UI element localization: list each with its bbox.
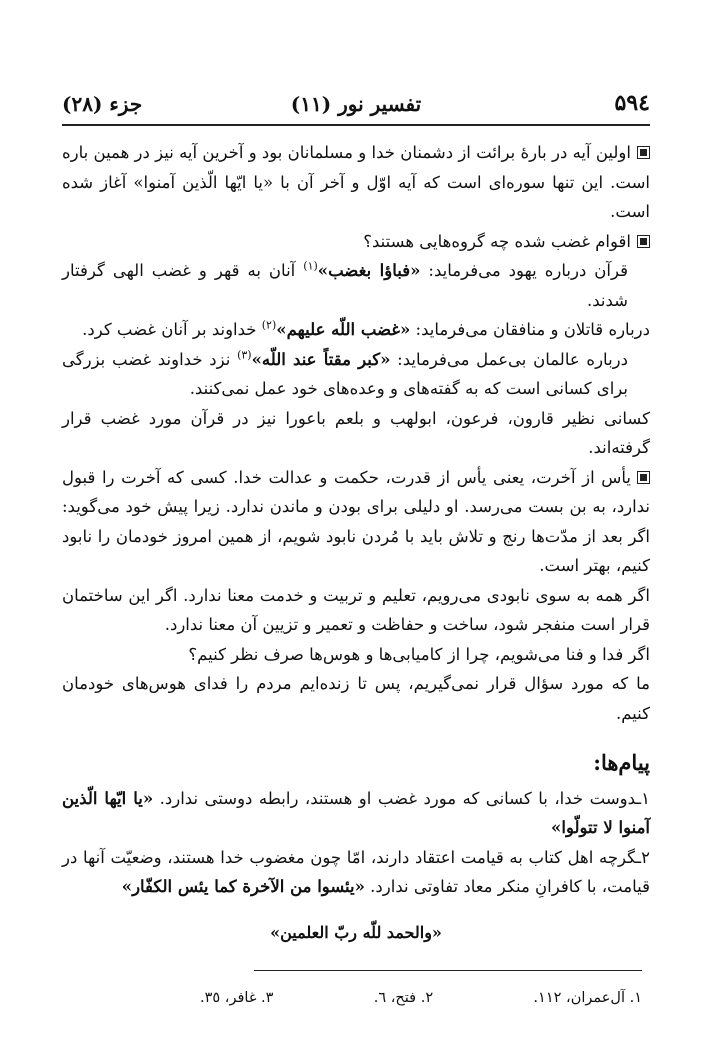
paragraph-text: اولین آیه در بارهٔ برائت از دشمنان خدا و مسلمانان بود و آخرین آیه نیز در همین باره است. این تنها سوره‌ای است که آیه اوّل و آخر آن با «یا ایّها الّذین آمنوا» آغاز شده است.	[62, 143, 650, 221]
paragraph-7	[62, 463, 650, 581]
paragraph-8: اگر همه به سوی نابودی می‌رویم، تعلیم و تربیت و خدمت معنا ندارد. اگر این ساختمان قرار است منفجر شود، ساخت و حفاظت و تعمیر و تزیین آن معنا ندارد.	[62, 585, 650, 634]
quran-quote: «فباؤا بغضب»	[317, 261, 421, 280]
footnote-2: ٢. فتح، ٦.	[373, 990, 434, 1006]
message-item-1	[62, 784, 650, 843]
header-rule	[62, 124, 650, 126]
footnote-1: ١. آل‌عمران، ١١٢.	[533, 990, 642, 1006]
paragraph-2	[62, 227, 650, 257]
closing-phrase: «والحمد للّه ربّ العلمین»	[270, 922, 442, 942]
paragraph-text: یأس از آخرت، یعنی یأس از قدرت، حکمت و عدالت خدا. کسی که آخرت را قبول ندارد، به بن بست می‌رسد. او دلیلی برای بودن و ماندن ندارد. زیرا پیش خود می‌گوید: اگر بعد از مدّت‌ها رنج و تلاش باید با مُردن نابود شویم، از همین امروز خودمان را نابود کنیم، بهتر است.	[62, 467, 650, 575]
footnote-rule	[254, 970, 642, 971]
paragraph-text: نزد خداوند غضب بزرگی برای کسانی است که به گفته‌های و وعده‌های خود عمل نمی‌کنند.	[62, 349, 628, 398]
quran-quote: «یا ایّها الّذین آمنوا لا تتولّوا»	[62, 788, 650, 837]
quran-quote: «غضب اللّه علیهم»	[276, 320, 411, 339]
page-number: ۵۹٤	[614, 90, 650, 116]
bullet-square-icon	[637, 146, 650, 159]
bullet-square-icon	[637, 235, 650, 248]
paragraph-4	[62, 315, 650, 345]
message-number: ١ـ	[636, 788, 650, 808]
message-item-2	[62, 843, 650, 902]
paragraph-10: ما که مورد سؤال قرار نمی‌گیریم، پس تا زنده‌ایم مردم را فدای هوس‌های خودمان کنیم.	[62, 674, 650, 723]
bullet-square-icon	[637, 471, 650, 484]
paragraph-text: اقوام غضب شده چه گروه‌هایی هستند؟	[363, 231, 631, 251]
quran-quote: «یئسوا من الآخرة کما یئس الکفّار»	[121, 877, 365, 896]
paragraph-3	[62, 256, 650, 315]
footnote-3: ٣. غافر، ٣٥.	[200, 990, 274, 1006]
book-title: تفسیر نور (١١)	[290, 92, 422, 116]
paragraph-text: آنان به قهر و غضب الهی گرفتار شدند.	[62, 261, 628, 310]
message-text: گرچه اهل کتاب به قیامت اعتقاد دارند، امّا چون مغضوب خدا هستند، وضعیّت آنها در قیامت، با کافرانِ منکر معاد تفاوتی ندارد.	[62, 847, 650, 896]
message-text: دوست خدا، با کسانی که مورد غضب او هستند، رابطه دوستی ندارد.	[153, 788, 637, 808]
quran-quote: «کبر مقتاً عند اللّه»	[251, 349, 391, 369]
footnotes	[200, 990, 642, 1006]
page-header	[62, 88, 650, 128]
paragraph-text: قرآن درباره یهود می‌فرماید:	[420, 261, 628, 280]
messages-heading: پیام‌ها:	[593, 750, 650, 775]
footnote-ref: (١)	[303, 259, 318, 273]
body-text	[62, 138, 650, 947]
paragraph-1	[62, 138, 650, 227]
message-number: ٢ـ	[636, 847, 650, 867]
footnote-ref: (٢)	[261, 318, 277, 332]
paragraph-text: درباره قاتلان و منافقان می‌فرماید:	[410, 320, 650, 339]
paragraph-5	[62, 345, 650, 404]
paragraph-9: اگر فدا و فنا می‌شویم، چرا از کامیابی‌ها و هوس‌ها صرف نظر کنیم؟	[188, 644, 650, 664]
juz-label: جزء (٢٨)	[62, 92, 143, 116]
paragraph-text: خداوند بر آنان غضب کرد.	[82, 320, 262, 339]
paragraph-6: کسانی نظیر قارون، فرعون، ابولهب و بلعم باعورا نیز در قرآن مورد غضب قرار گرفته‌اند.	[62, 408, 650, 457]
paragraph-text: درباره عالمان بی‌عمل می‌فرماید:	[390, 349, 628, 369]
footnote-ref: (٣)	[237, 348, 252, 361]
